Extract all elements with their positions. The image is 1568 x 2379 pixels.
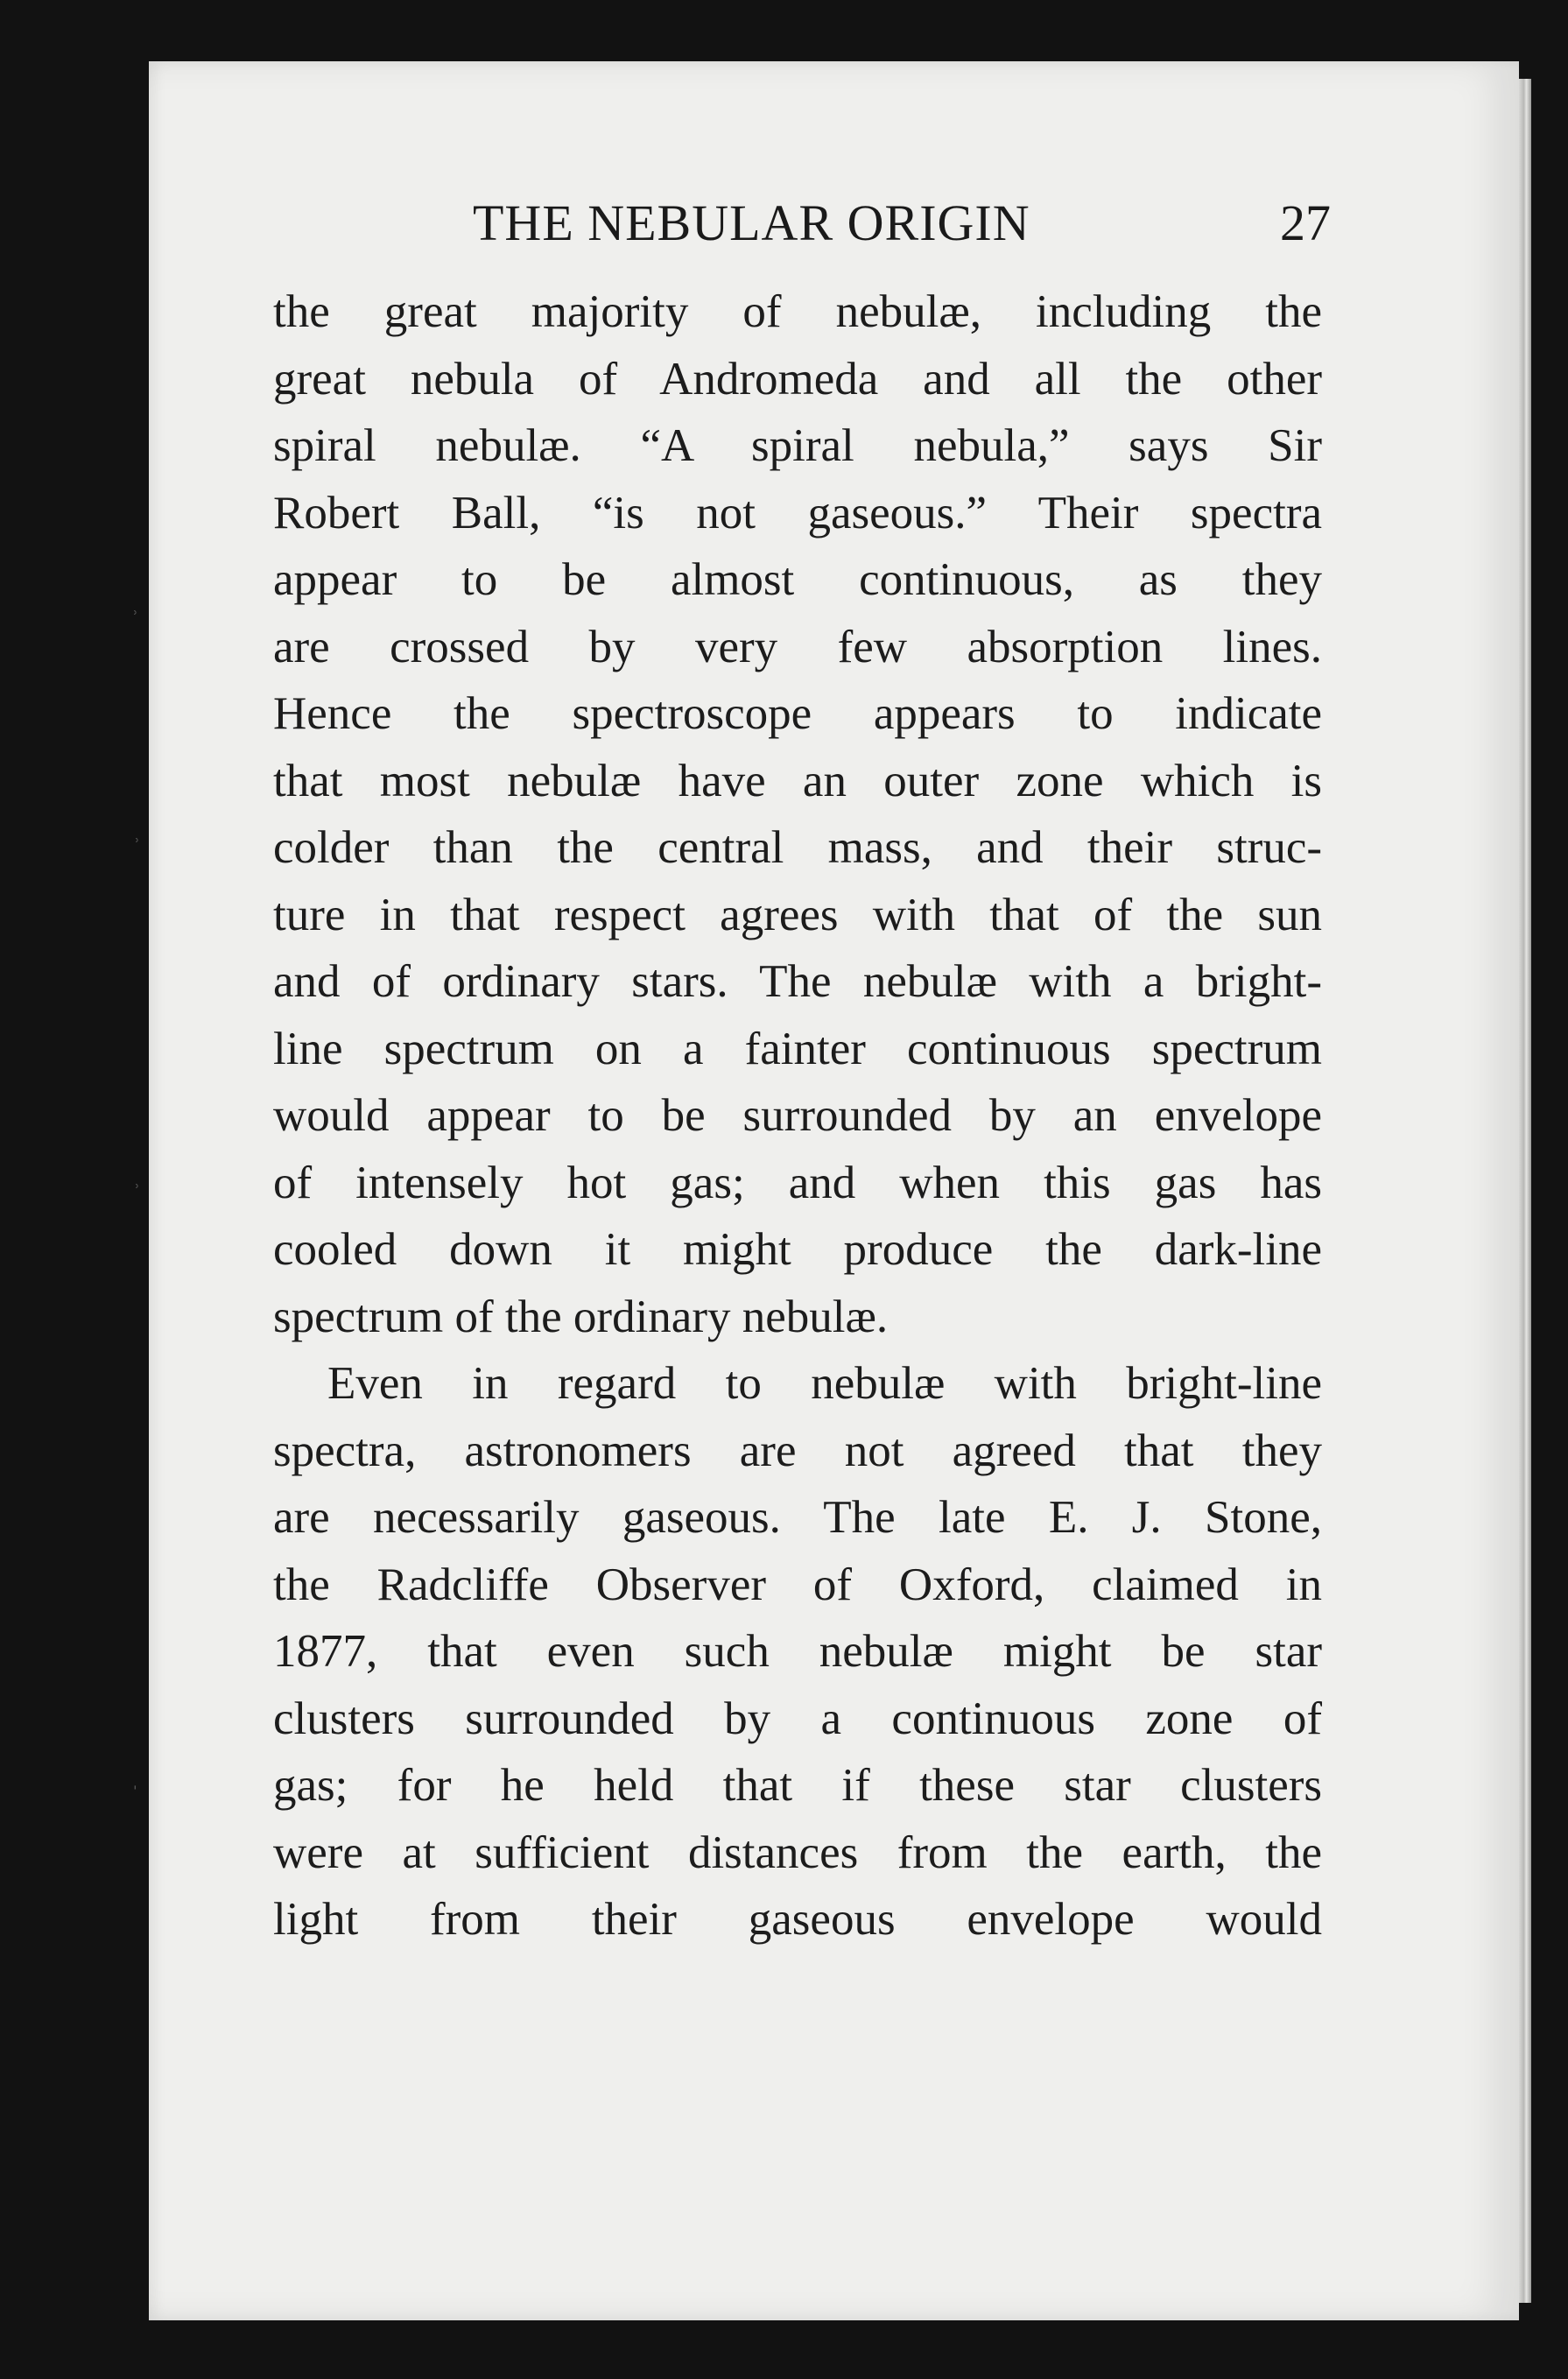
text-line: light from their gaseous envelope would: [273, 1894, 1322, 1945]
text-line: spiral nebulæ. “A spiral nebula,” says Sir: [273, 420, 1322, 471]
text-line: clusters surrounded by a continuous zone of: [273, 1693, 1322, 1744]
text-line: and of ordinary stars. The nebulæ with a bright-: [273, 956, 1322, 1007]
text-line: of intensely hot gas; and when this gas has: [273, 1157, 1322, 1208]
text-line: are necessarily gaseous. The late E. J. Stone,: [273, 1492, 1322, 1543]
paragraph: [273, 278, 1322, 1350]
text-line: great nebula of Andromeda and all the other: [273, 353, 1322, 405]
text-line: that most nebulæ have an outer zone which is: [273, 755, 1322, 806]
margin-speck: ˒: [133, 823, 141, 848]
text-line: spectrum of the ordinary nebulæ.: [273, 1291, 889, 1342]
page-header: [473, 188, 1331, 258]
text-line: Even in regard to nebulæ with bright-line: [327, 1358, 1322, 1409]
text-line: Hence the spectroscope appears to indicate: [273, 688, 1322, 739]
page-number: 27: [1280, 194, 1331, 251]
text-line: spectra, astronomers are not agreed that they: [273, 1425, 1322, 1476]
text-line: line spectrum on a fainter continuous spectrum: [273, 1023, 1322, 1074]
text-line: cooled down it might produce the dark-line: [273, 1224, 1322, 1275]
margin-speck: ˒: [131, 595, 139, 621]
text-line: were at sufficient distances from the earth, the: [273, 1826, 1322, 1878]
text-line: Robert Ball, “is not gaseous.” Their spectra: [273, 487, 1322, 538]
text-line: colder than the central mass, and their struc-: [273, 822, 1322, 873]
body-text: [273, 278, 1322, 1953]
paragraph: [273, 1350, 1322, 1953]
text-line: 1877, that even such nebulæ might be star: [273, 1626, 1322, 1677]
text-line: the great majority of nebulæ, including the: [273, 286, 1322, 337]
margin-speck: ˒: [133, 1169, 141, 1194]
text-line: appear to be almost continuous, as they: [273, 554, 1322, 605]
text-line: gas; for he held that if these star clusters: [273, 1760, 1322, 1811]
text-line: would appear to be surrounded by an envelope: [273, 1090, 1322, 1141]
margin-speck: ˌ: [131, 1764, 139, 1790]
text-line: ture in that respect agrees with that of the sun: [273, 889, 1322, 940]
page-edge: [1519, 79, 1531, 2303]
text-line: the Radcliffe Observer of Oxford, claimed in: [273, 1559, 1322, 1610]
running-head: THE NEBULAR ORIGIN: [473, 194, 1030, 251]
text-line: are crossed by very few absorption lines.: [273, 621, 1322, 672]
